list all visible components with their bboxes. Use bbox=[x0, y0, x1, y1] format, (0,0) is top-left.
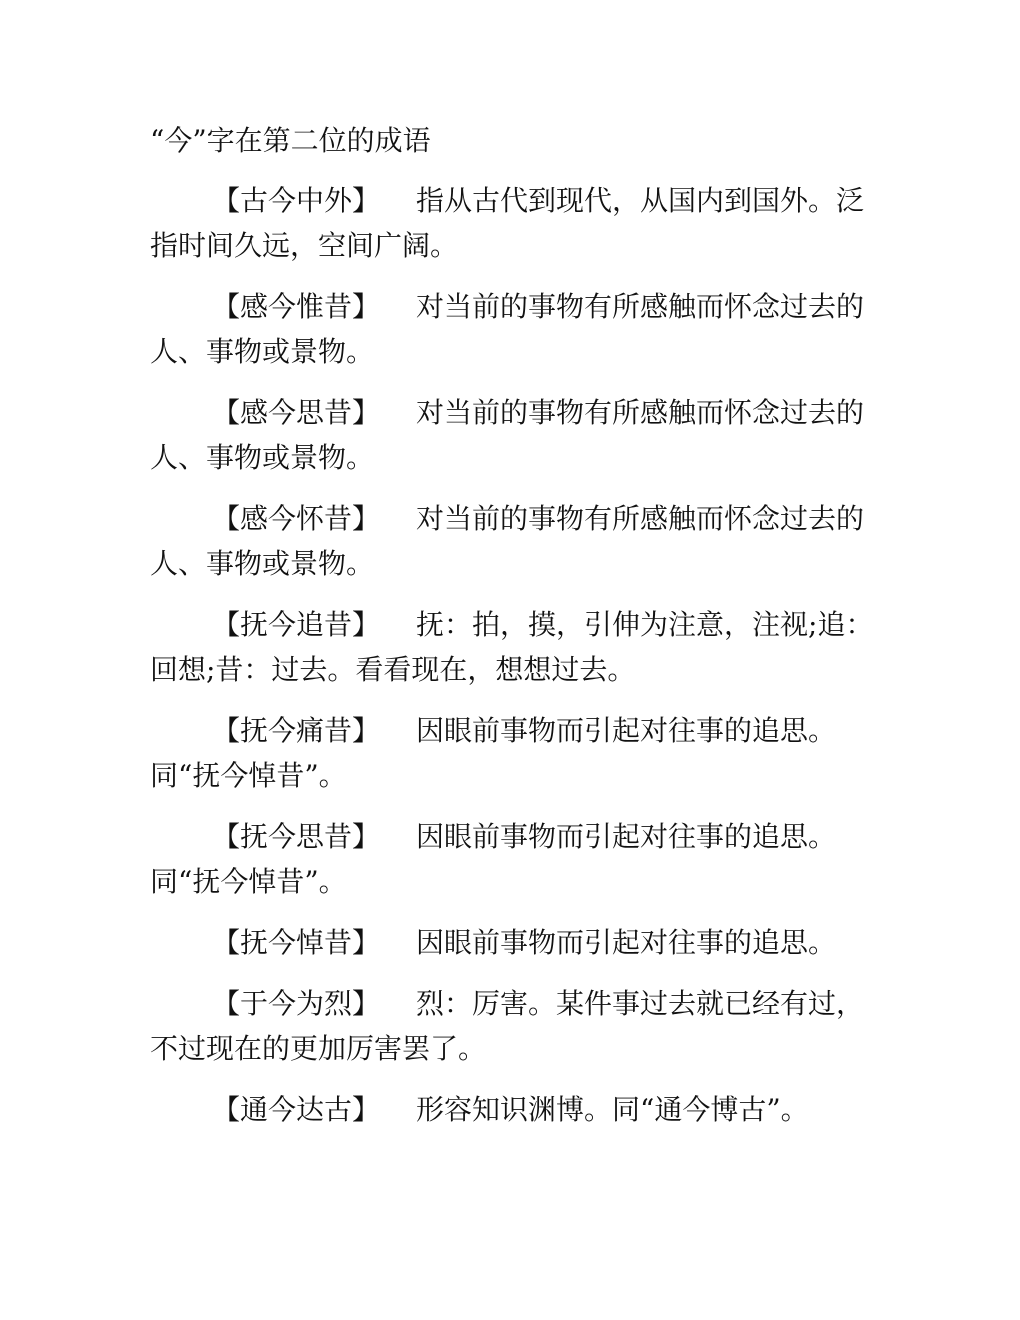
idiom-definition: 烈：厉害。某件事过去就已经有过，不过现在的更加厉害罢了。 bbox=[150, 987, 865, 1065]
idiom-definition: 对当前的事物有所感触而怀念过去的人、事物或景物。 bbox=[150, 290, 865, 368]
idiom-list bbox=[150, 178, 875, 1132]
idiom-entry bbox=[150, 814, 875, 904]
document-title: “今”字在第二位的成语 bbox=[150, 124, 431, 157]
idiom-entry bbox=[150, 284, 875, 374]
idiom-entry bbox=[150, 602, 875, 692]
idiom-definition: 因眼前事物而引起对往事的追思。 bbox=[416, 926, 837, 959]
idiom-entry bbox=[150, 708, 875, 798]
idiom-term: 【古今中外】 bbox=[212, 184, 381, 217]
idiom-term: 【感今思昔】 bbox=[212, 396, 381, 429]
idiom-definition: 对当前的事物有所感触而怀念过去的人、事物或景物。 bbox=[150, 396, 865, 474]
idiom-term: 【感今惟昔】 bbox=[212, 290, 381, 323]
idiom-term: 【抚今追昔】 bbox=[212, 608, 381, 641]
idiom-entry bbox=[150, 178, 875, 268]
idiom-term: 【抚今思昔】 bbox=[212, 820, 381, 853]
idiom-definition: 指从古代到现代，从国内到国外。泛指时间久远，空间广阔。 bbox=[150, 184, 865, 262]
idiom-entry bbox=[150, 981, 875, 1071]
idiom-definition: 形容知识渊博。同“通今博古”。 bbox=[416, 1093, 809, 1126]
idiom-term: 【感今怀昔】 bbox=[212, 502, 381, 535]
idiom-term: 【抚今悼昔】 bbox=[212, 926, 381, 959]
idiom-entry bbox=[150, 390, 875, 480]
document-page bbox=[150, 118, 875, 1148]
idiom-term: 【通今达古】 bbox=[212, 1093, 381, 1126]
idiom-entry bbox=[150, 1087, 875, 1132]
idiom-definition: 对当前的事物有所感触而怀念过去的人、事物或景物。 bbox=[150, 502, 865, 580]
idiom-term: 【于今为烈】 bbox=[212, 987, 381, 1020]
idiom-definition: 因眼前事物而引起对往事的追思。同“抚今悼昔”。 bbox=[150, 714, 837, 792]
idiom-definition: 抚：拍，摸，引伸为注意，注视;追：回想;昔：过去。看看现在，想想过去。 bbox=[150, 608, 874, 686]
idiom-definition: 因眼前事物而引起对往事的追思。同“抚今悼昔”。 bbox=[150, 820, 837, 898]
idiom-term: 【抚今痛昔】 bbox=[212, 714, 381, 747]
idiom-entry bbox=[150, 496, 875, 586]
idiom-entry bbox=[150, 920, 875, 965]
